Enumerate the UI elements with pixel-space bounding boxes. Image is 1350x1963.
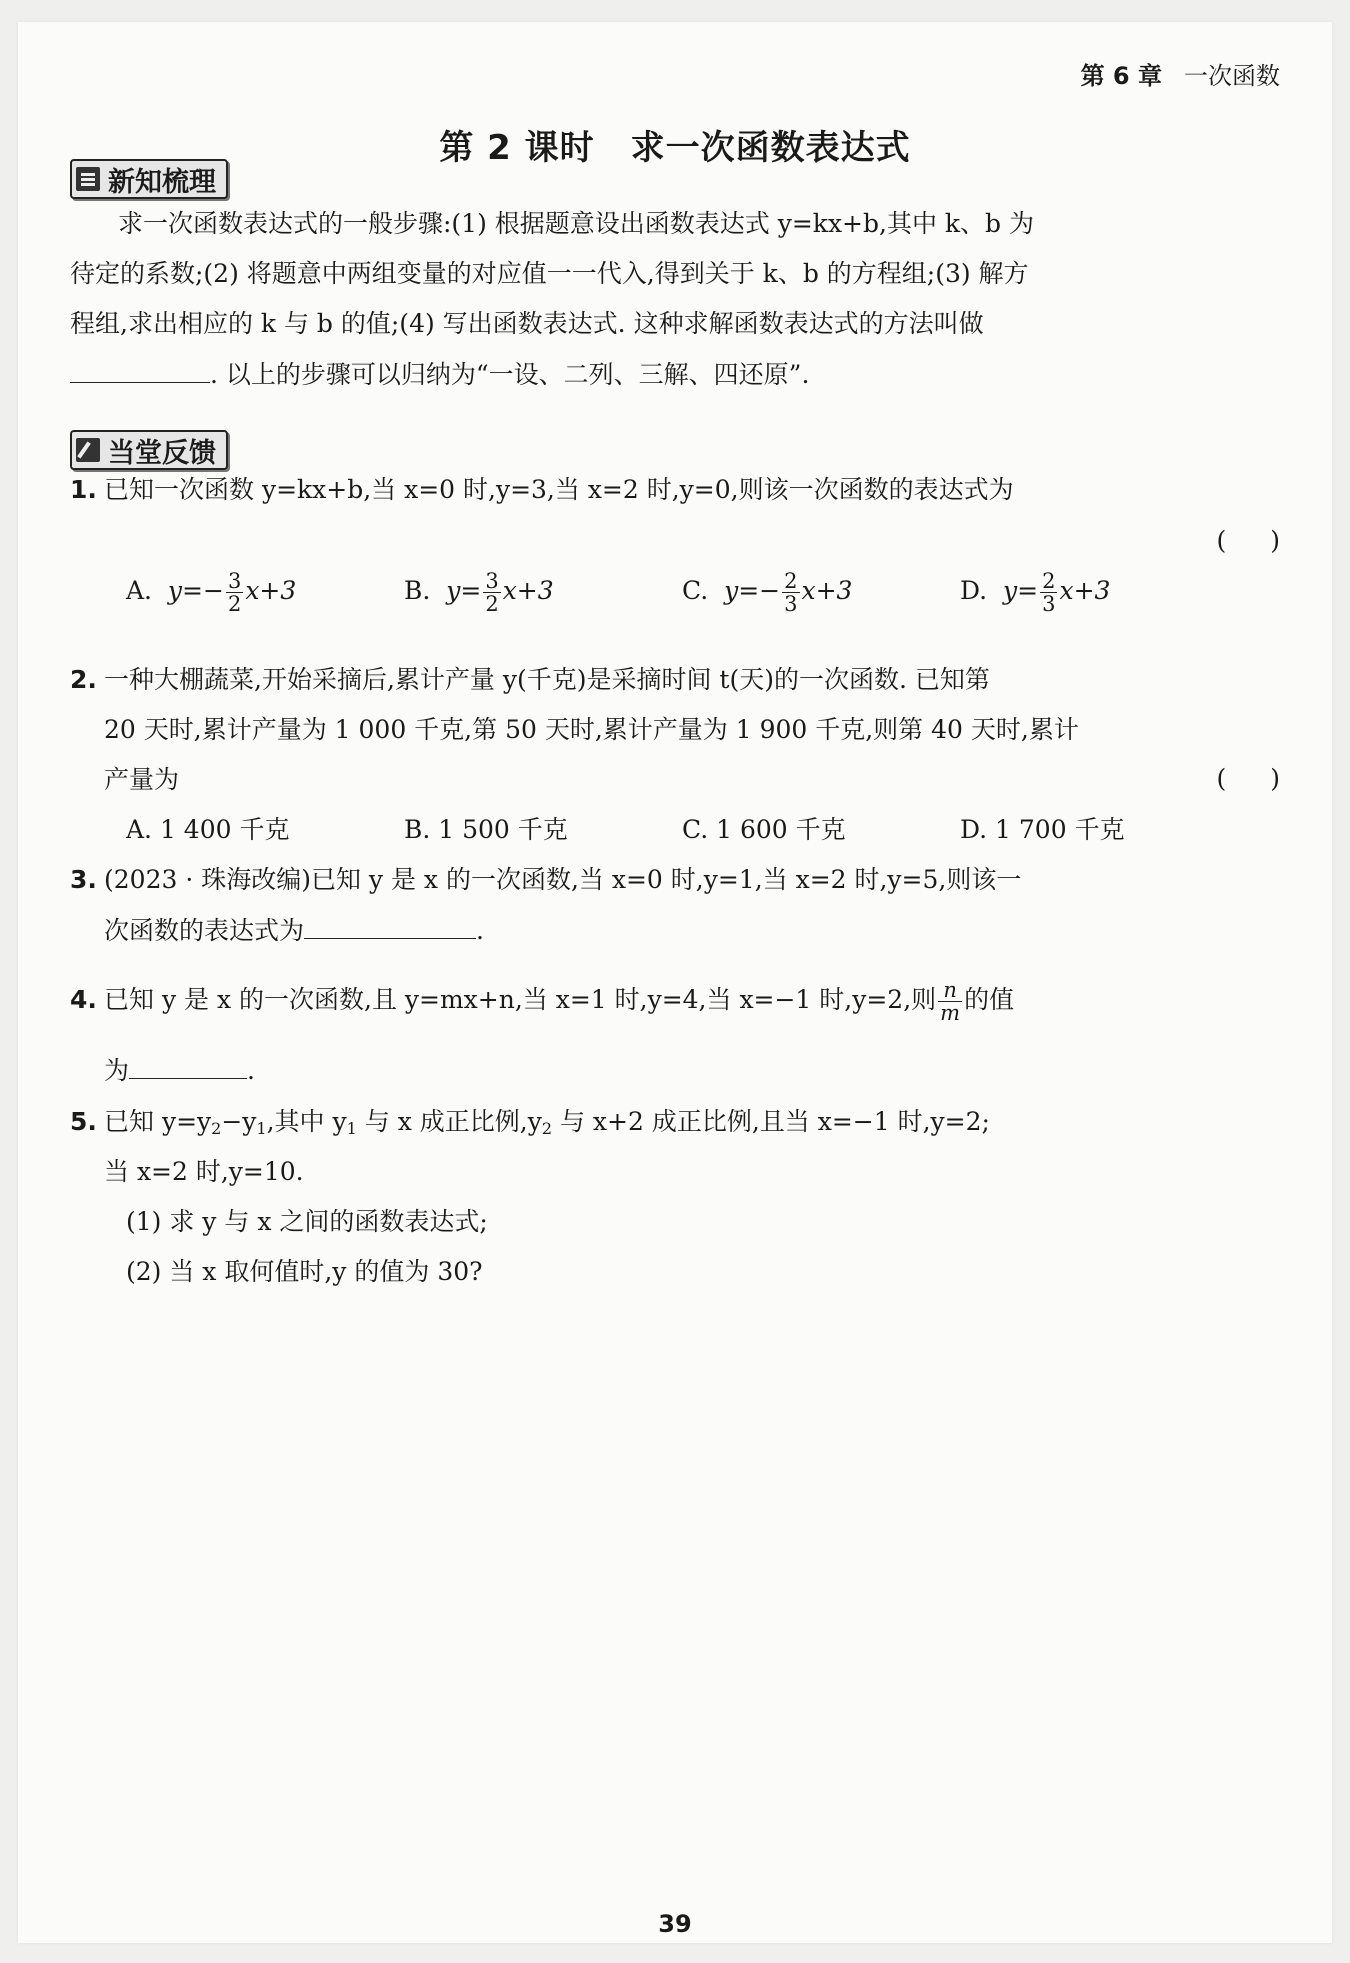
chapter-number: 第 6 章 [1080,62,1162,90]
page-number: 39 [658,1910,692,1938]
question-5-line-2: 当 x=2 时,y=10. [104,1157,304,1186]
question-number: 4. [70,985,97,1014]
question-5-sub-1: (1) 求 y 与 x 之间的函数表达式; [126,1207,488,1236]
paragraph-line-3: 程组,求出相应的 k 与 b 的值;(4) 写出函数表达式. 这种求解函数表达式的方法叫做 [70,309,984,338]
option-b[interactable]: B. 1 500 千克 [404,815,568,844]
pen-icon [76,438,100,462]
question-2-line-3: 产量为 [104,765,180,794]
question-number: 5. [70,1107,97,1136]
question-5-sub-2: (2) 当 x 取何值时,y 的值为 30? [126,1257,483,1286]
answer-blank[interactable] [304,914,476,939]
question-2-line-1: 一种大棚蔬菜,开始采摘后,累计产量 y(千克)是采摘时间 t(天)的一次函数. 已知第 [104,665,990,694]
answer-parentheses[interactable]: ( ) [1216,526,1280,555]
section-new-knowledge [70,159,228,199]
question-1-text: 已知一次函数 y=kx+b,当 x=0 时,y=3,当 x=2 时,y=0,则该一次函数的表达式为 [104,475,1014,504]
chapter-title: 一次函数 [1184,62,1280,90]
fraction: $\frac{n}{m}$ [940,978,961,1025]
question-2-line-2: 20 天时,累计产量为 1 000 千克,第 50 天时,累计产量为 1 900 千克,则第 40 天时,累计 [104,715,1079,744]
book-icon [76,167,100,191]
section-label: 新知梳理 [108,166,216,198]
lesson-topic: 求一次函数表达式 [630,128,911,168]
fraction: $\frac{3}{2}$ [227,569,242,616]
paragraph-line-1: 求一次函数表达式的一般步骤:(1) 根据题意设出函数表达式 y=kx+b,其中 k、b 为 [118,209,1034,238]
option-a[interactable]: A. y=− $\frac{3}{2}$ x+3 [126,569,297,616]
fraction: $\frac{3}{2}$ [485,569,499,616]
paragraph-line-4 [70,358,809,391]
option-d[interactable]: D. 1 700 千克 [960,815,1125,844]
question-number: 2. [70,665,97,694]
question-number: 1. [70,475,97,504]
question-3-line-1: (2023 · 珠海改编)已知 y 是 x 的一次函数,当 x=0 时,y=1,当 x=2 时,y=5,则该一 [104,865,1022,894]
paragraph-line-4-text: . 以上的步骤可以归纳为“一设、二列、三解、四还原”. [210,360,810,389]
fraction: $\frac{2}{3}$ [784,569,798,616]
question-3-line-2: 次函数的表达式为 . [104,916,484,945]
chapter-header [1081,56,1280,91]
paragraph-line-2: 待定的系数;(2) 将题意中两组变量的对应值一一代入,得到关于 k、b 的方程组;(3) 解方 [70,259,1029,288]
option-a[interactable]: A. 1 400 千克 [126,815,290,844]
option-c[interactable]: C. y=− $\frac{2}{3}$ x+3 [682,569,853,616]
option-b[interactable]: B. y= $\frac{3}{2}$ x+3 [404,569,554,616]
section-label: 当堂反馈 [108,437,216,469]
fraction: $\frac{2}{3}$ [1042,569,1056,616]
answer-parentheses[interactable]: ( ) [1216,764,1280,793]
answer-blank[interactable] [129,1054,247,1079]
option-d[interactable]: D. y= $\frac{2}{3}$ x+3 [960,569,1111,616]
section-feedback [70,430,228,470]
question-4-line-1: 已知 y 是 x 的一次函数,且 y=mx+n,当 x=1 时,y=4,当 x=−1 时,y=2,则 $\frac{n}{m}$ 的值 [104,978,1015,1025]
lesson-number: 第 2 课时 [439,128,595,168]
answer-blank[interactable] [70,358,210,383]
option-c[interactable]: C. 1 600 千克 [682,815,846,844]
question-number: 3. [70,865,97,894]
page [18,22,1332,1943]
question-4-line-2: 为 . [104,1056,255,1085]
question-5-line-1: 已知 $y=y_2-y_1$,其中 $y_1$ 与 x 成正比例$,y_2$ 与 x+2 成正比例,且当 x=−1 时,y=2; [104,1107,990,1138]
